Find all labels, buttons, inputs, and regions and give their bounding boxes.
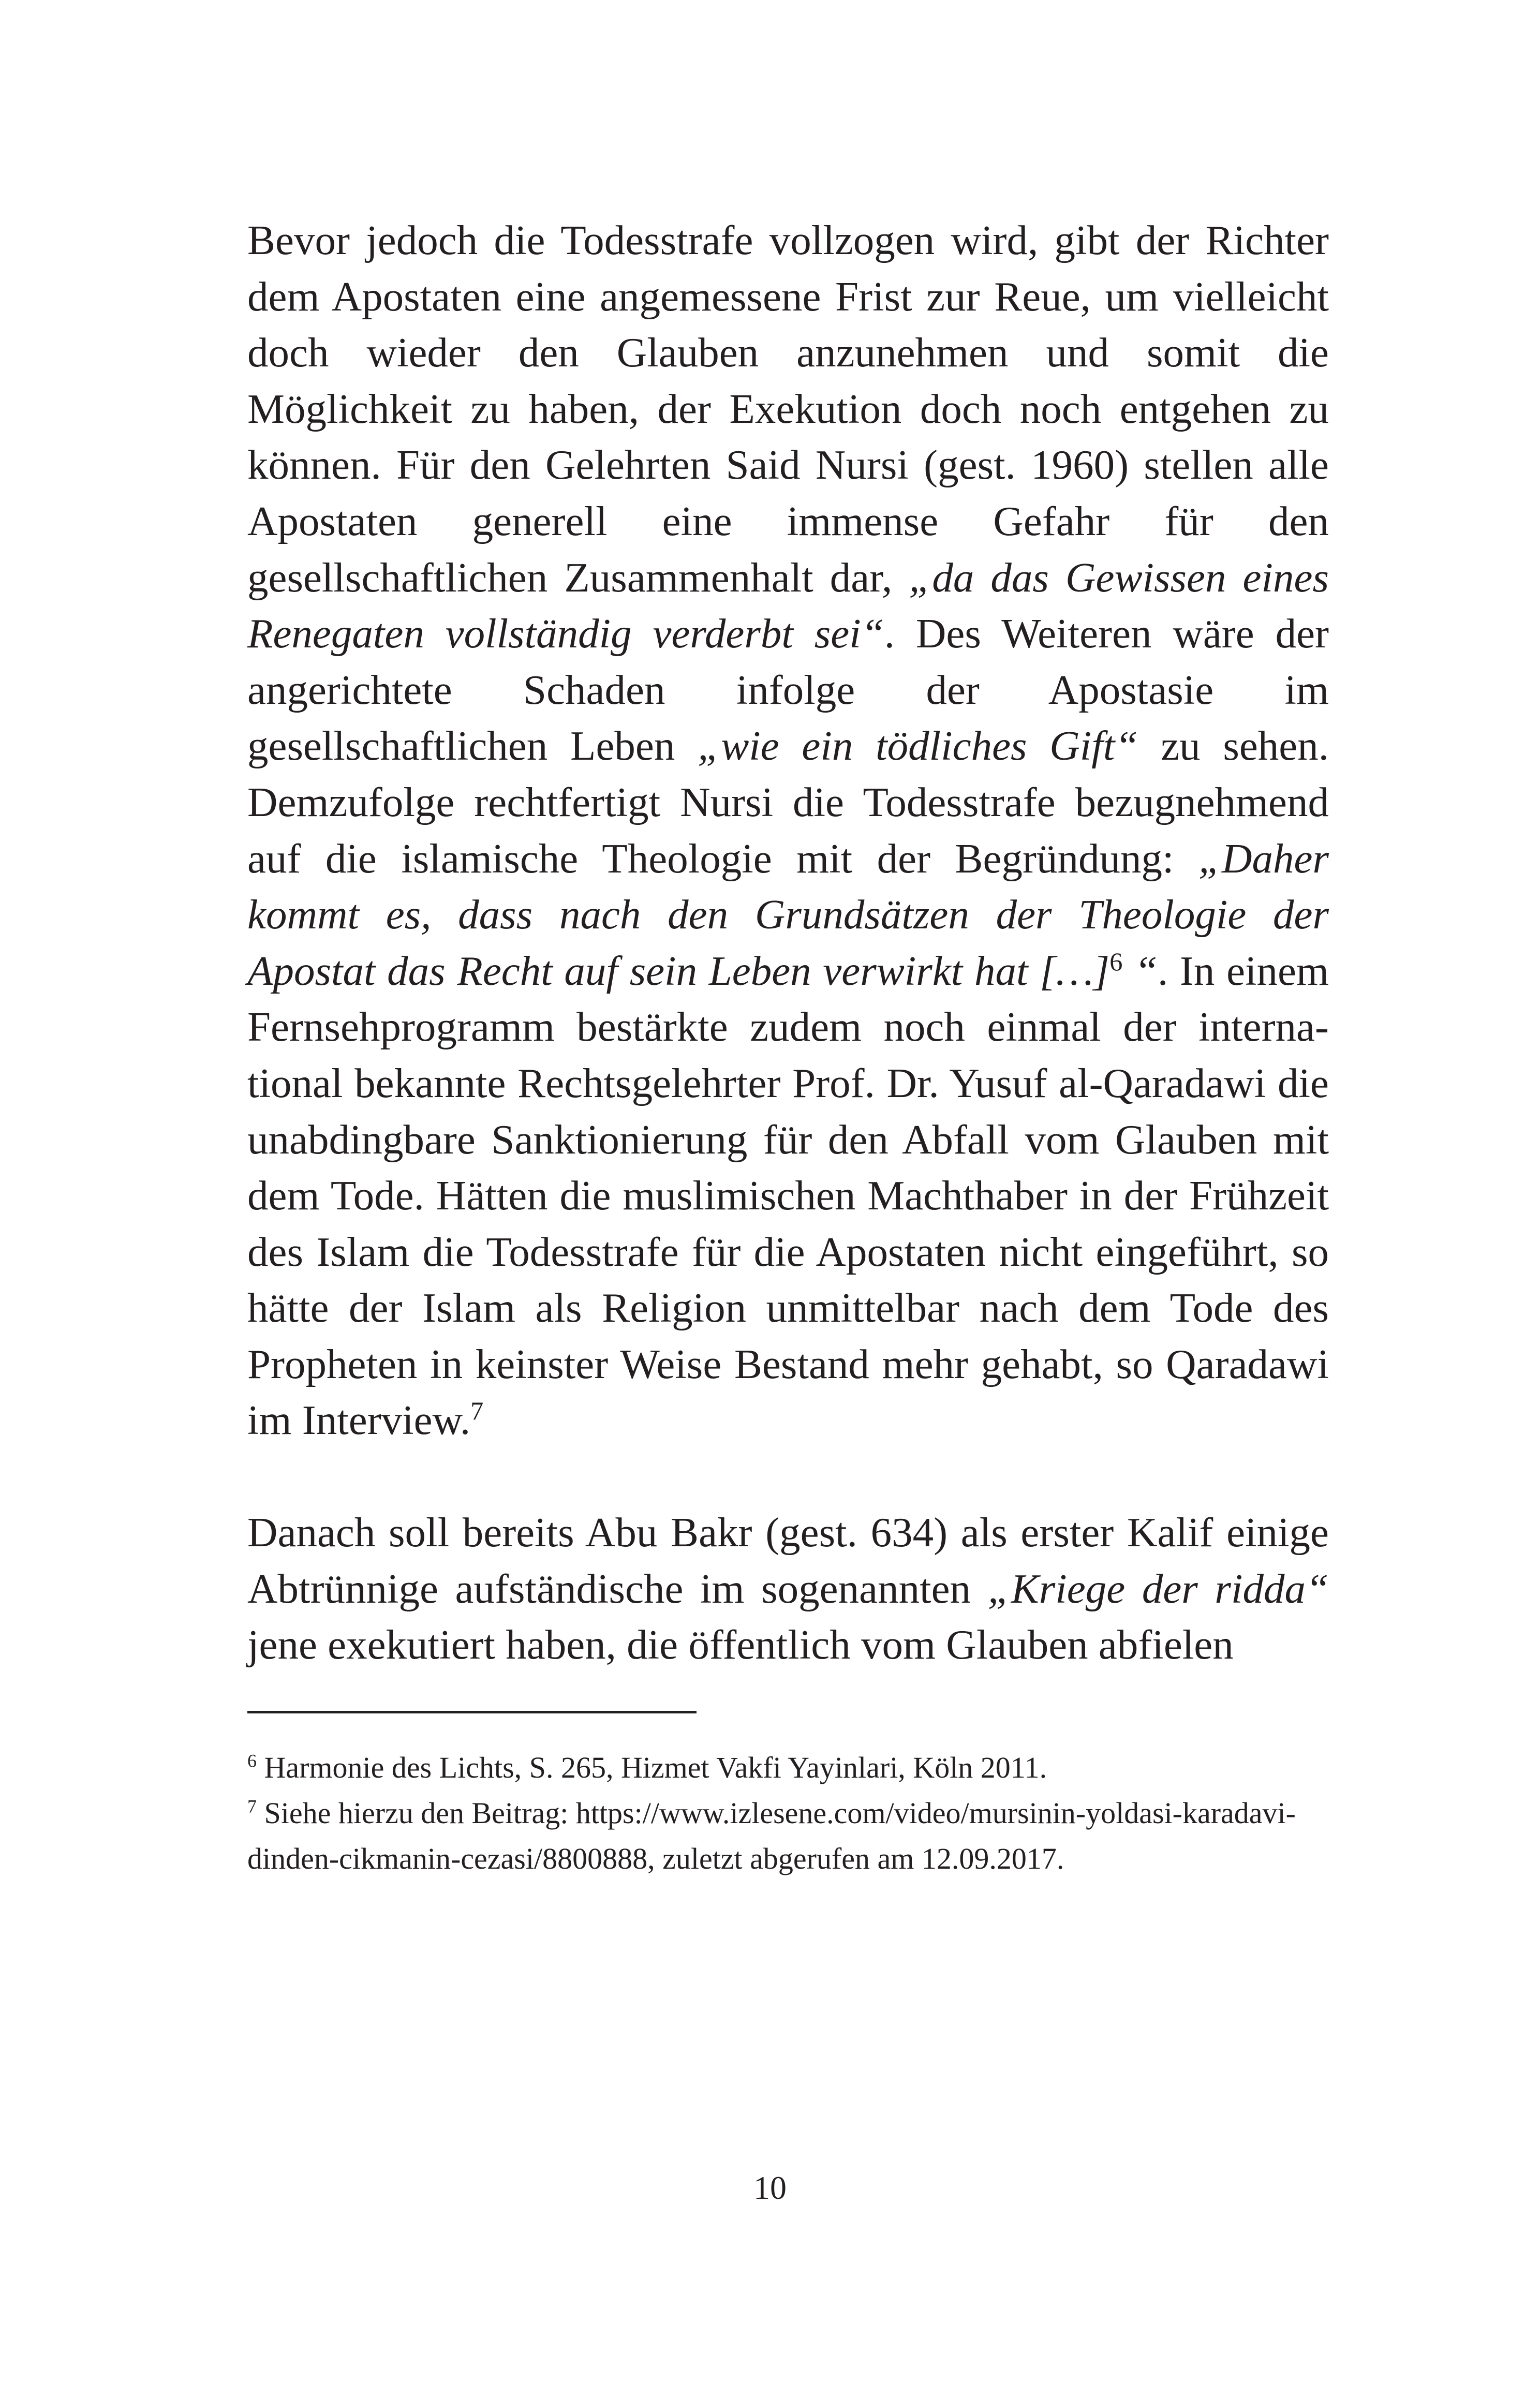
- footnote-ref-6[interactable]: 6: [1109, 946, 1123, 976]
- footnote-text: Siehe hierzu den Beitrag: https://www.izlesene.com/video/mursinin-yoldasi-karadavi-dinden-cikmanin-cezasi/8800888, zuletzt abgerufen am 12.09.2017.: [247, 1796, 1296, 1875]
- main-text: [247, 212, 1329, 1673]
- paragraph-1-text: . Des Weiteren wäre der angerichtete Schaden infolge der Apostasie im gesellschaftlichen Leben: [247, 610, 1329, 770]
- footnote-6: [247, 1745, 1329, 1791]
- paragraph-2: [247, 1504, 1329, 1673]
- page-number: 10: [753, 2169, 787, 2206]
- paragraph-1-text: . In einem Fernsehprogramm bestärkte zudem noch einmal der international bekannte Rechtsgelehrter Prof. Dr. Yusuf al-Qaradawi die unabdingbare Sanktionierung für den Abfall vom Glauben mit dem Tode. Hätten die muslimischen Machthaber in der Frühzeit des Islam die Todesstrafe für die Apostaten nicht eingeführt, so hätte der Islam als Religion unmittelbar nach dem Tode des Propheten in keinster Weise Bestand mehr gehabt, so Qaradawi im Interview.: [247, 947, 1329, 1444]
- paragraph-2-text: jene exekutiert haben, die öffentlich vom Glauben abfielen: [247, 1621, 1234, 1668]
- paragraph-1-text: Bevor jedoch die Todesstrafe vollzogen wird, gibt der Richter dem Apostaten eine angemessene Frist zur Reue, um vielleicht doch wieder den Glauben anzunehmen und somit die Möglichkeit zu haben, der Exekution doch noch entgehen zu können. Für den Gelehrten Said Nursi (gest. 1960) stellen alle Apostaten generell eine immense Gefahr für den gesellschaftlichen Zusammenhalt dar,: [247, 217, 1329, 601]
- quote-gift: „wie ein tödliches Gift“: [698, 722, 1138, 770]
- footnote-number: 6: [247, 1750, 257, 1771]
- paragraph-2-text: Danach soll bereits Abu Bakr (gest. 634) als erster Kalif einige Abtrünnige aufständische im sogenannten: [247, 1509, 1329, 1612]
- footnote-ref-7[interactable]: 7: [470, 1396, 484, 1426]
- quote-renegat: „da das Gewissen eines Renegaten vollständig verderbt sei“: [247, 554, 1329, 657]
- footnote-7: [247, 1791, 1329, 1882]
- footnote-divider: [247, 1711, 697, 1713]
- footnote-text: Harmonie des Lichts, S. 265, Hizmet Vakfi Yayinlari, Köln 2011.: [256, 1751, 1047, 1784]
- footnote-number: 7: [247, 1796, 257, 1817]
- footnotes: [247, 1745, 1329, 1882]
- quote-close: “: [1122, 947, 1158, 994]
- paragraph-1: [247, 212, 1329, 1448]
- quote-ridda: „Kriege der ridda“: [987, 1565, 1329, 1612]
- quote-theologie: „Daher kommt es, dass nach den Grundsätzen der Theologie der Apostat das Recht auf sein Leben verwirkt hat […]: [247, 835, 1329, 994]
- paragraph-1-text: zu sehen. Demzufolge rechtfertigt Nursi die Todesstrafe bezugnehmend auf die islamische Theologie mit der Begründung:: [247, 722, 1329, 882]
